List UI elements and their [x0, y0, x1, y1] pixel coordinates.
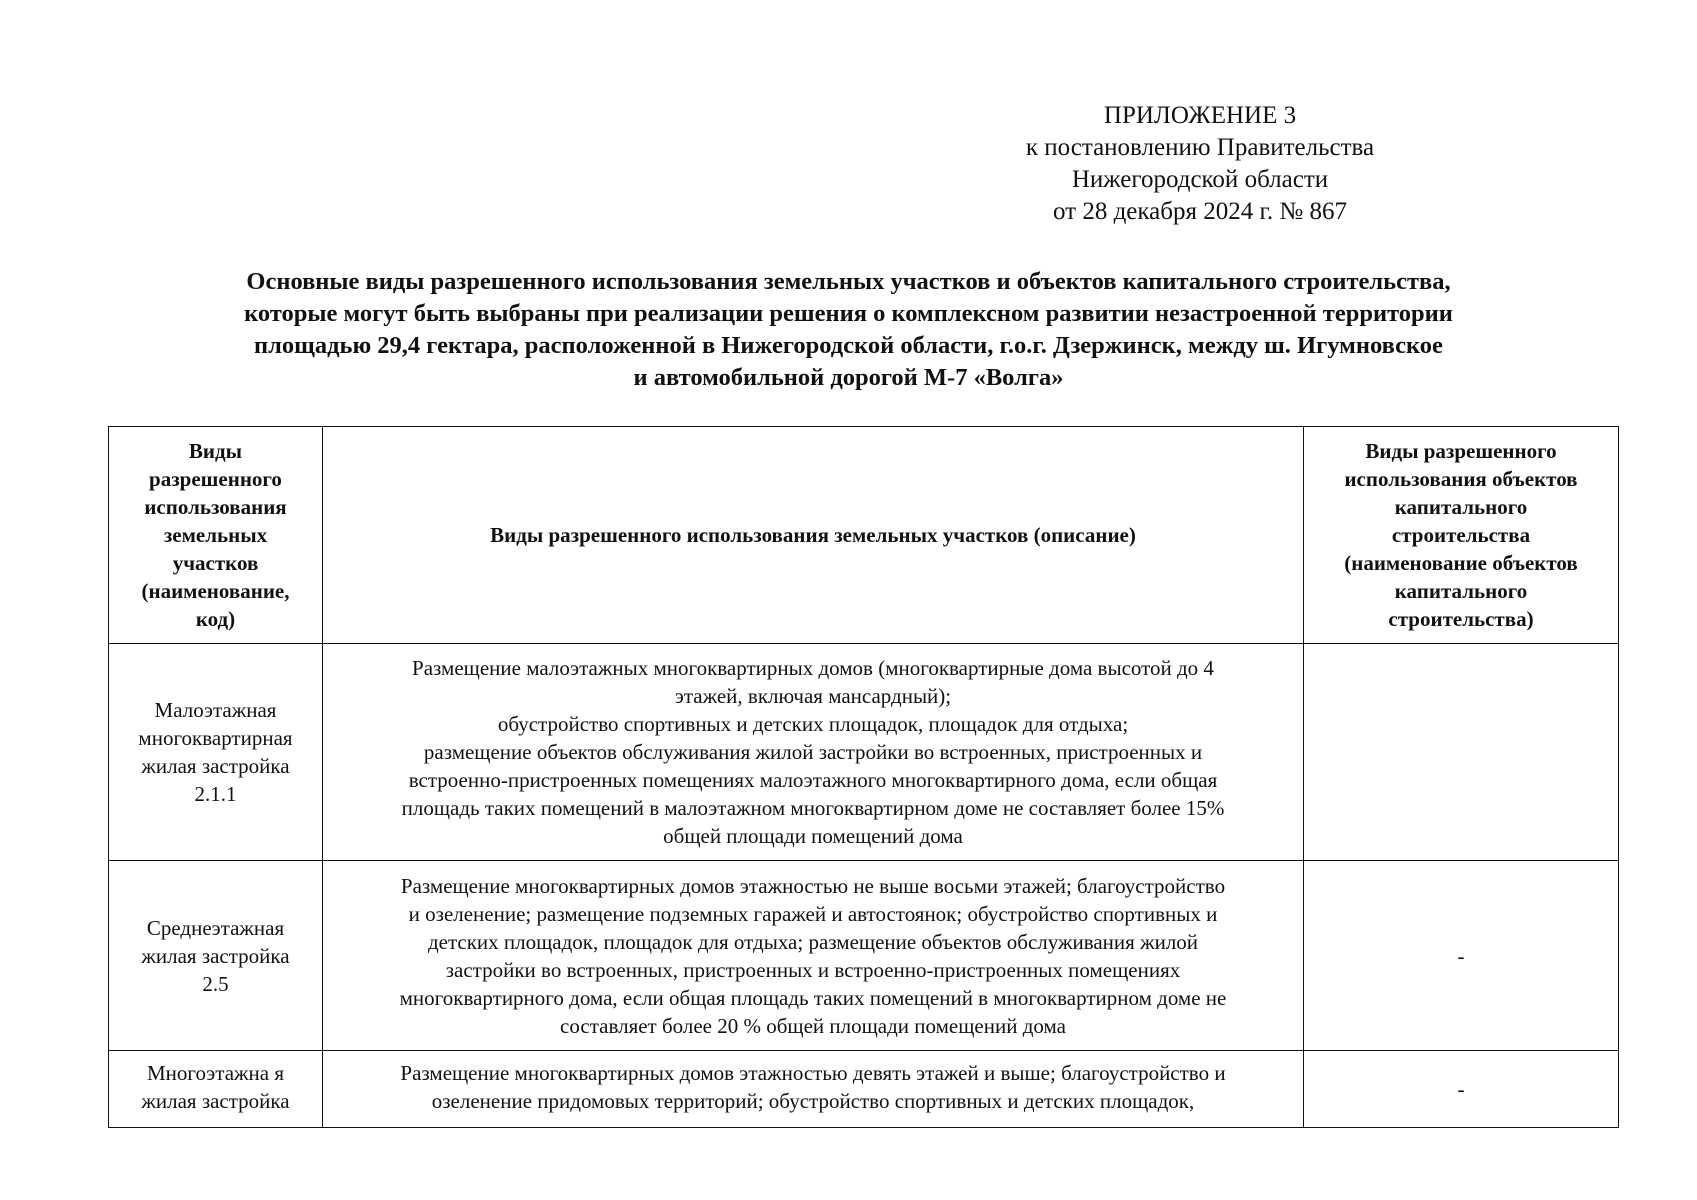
capital-objects-cell: [1304, 644, 1619, 861]
header-label: Виды разрешенного использования земельных участков (наименование, код): [141, 439, 290, 631]
capital-objects: -: [1457, 1077, 1465, 1101]
land-use-description: Размещение многоквартирных домов этажностью девять этажей и выше; благоустройство и озеленение придомовых территорий; обустройство спортивных и детских площадок,: [400, 1061, 1226, 1113]
header-label: Виды разрешенного использования объектов капитального строительства (наименование объектов капитального строительства): [1344, 439, 1578, 631]
land-use-name: Среднеэтажная жилая застройка 2.5: [141, 915, 290, 996]
header-label: Виды разрешенного использования земельных участков (описание): [490, 523, 1136, 547]
appendix-number: ПРИЛОЖЕНИЕ 3: [1103, 102, 1297, 129]
table-header-row: [109, 427, 1619, 644]
land-use-name-cell: [109, 1051, 323, 1128]
table-row: [109, 1051, 1619, 1128]
land-use-description-cell: [323, 644, 1304, 861]
capital-objects-cell: [1304, 1051, 1619, 1128]
appendix-date: от 28 декабря 2024 г. № 867: [1052, 198, 1348, 225]
title-line: которые могут быть выбраны при реализации решения о комплексном развитии незастроенной территории: [244, 300, 1453, 327]
land-use-name: Малоэтажная многоквартирная жилая застройка 2.1.1: [138, 698, 293, 806]
header-capital-objects: [1304, 427, 1619, 644]
capital-objects: -: [1457, 943, 1465, 968]
table-row: [109, 644, 1619, 861]
title-line: площадью 29,4 гектара, расположенной в Нижегородской области, г.о.г. Дзержинск, между ш. Игумновское: [254, 332, 1443, 359]
appendix-region: Нижегородской области: [1071, 166, 1329, 193]
document-title: [120, 266, 1577, 394]
land-use-description-cell: [323, 861, 1304, 1051]
land-use-name-cell: [109, 644, 323, 861]
land-use-name-cell: [109, 861, 323, 1051]
appendix-header: [1000, 100, 1400, 228]
appendix-reference: к постановлению Правительства: [1025, 134, 1375, 161]
land-use-table: [108, 426, 1619, 1128]
title-line: и автомобильной дорогой М-7 «Волга»: [633, 364, 1064, 391]
land-use-description: Размещение многоквартирных домов этажностью не выше восьми этажей; благоустройство и озеленение; размещение подземных гаражей и автостоянок; обустройство спортивных и детских площадок, площадок для отдыха; размещение объектов обслуживания жилой застройки во встроенных, пристроенных и встроенно-пристроенных помещениях многоквартирного дома, если общая площадь таких помещений в многоквартирном доме не составляет более 20 % общей площади помещений дома: [399, 873, 1227, 1038]
header-land-use-description: [323, 427, 1304, 644]
title-line: Основные виды разрешенного использования земельных участков и объектов капитального строительства,: [246, 268, 1451, 295]
land-use-name: Многоэтажна я жилая застройка: [141, 1061, 290, 1113]
land-use-description-cell: [323, 1051, 1304, 1128]
table-row: [109, 861, 1619, 1051]
capital-objects-cell: [1304, 861, 1619, 1051]
land-use-description: Размещение малоэтажных многоквартирных домов (многоквартирные дома высотой до 4 этажей, включая мансардный); обустройство спортивных и детских площадок, площадок для отдыха; размещение объектов обслуживания жилой застройки во встроенных, пристроенных и встроенно-пристроенных помещениях малоэтажного многоквартирного дома, если общая площадь таких помещений в малоэтажном многоквартирном доме не составляет более 15% общей площади помещений дома: [401, 656, 1225, 848]
header-land-use-name: [109, 427, 323, 644]
